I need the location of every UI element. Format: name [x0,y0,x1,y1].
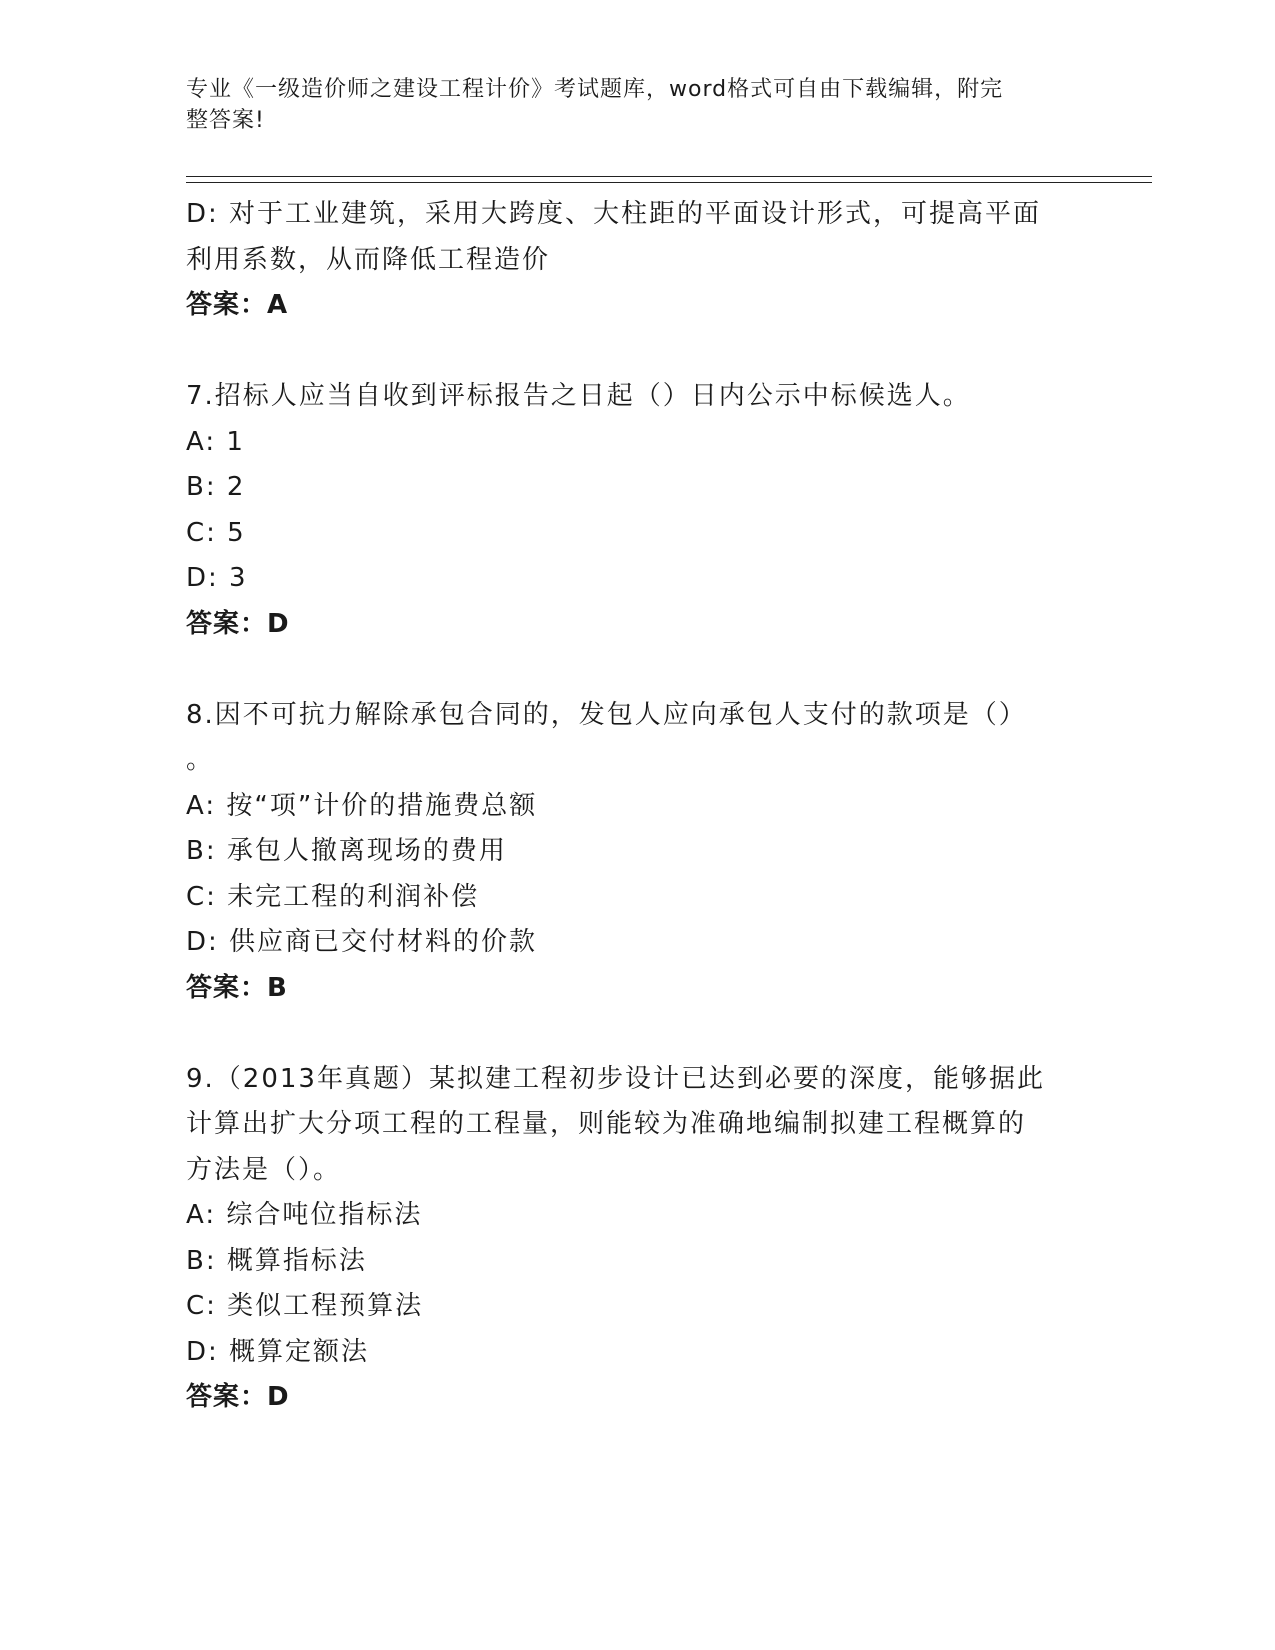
question-7 [186,374,1086,647]
option-b: B: 概算指标法 [186,1245,367,1276]
answer-line: 答案：D [186,608,290,639]
option-a: A: 按“项”计价的措施费总额 [186,790,538,821]
option-b: B: 2 [186,472,246,502]
header-line-1: 专业《一级造价师之建设工程计价》考试题库，word格式可自由下载编辑，附完 [186,77,1004,102]
option-c: C: 5 [186,517,246,548]
option-d: D: 3 [186,563,248,593]
question-9 [186,1057,1086,1421]
question-6-tail [186,192,1086,329]
option-a: A: 综合吨位指标法 [186,1200,423,1230]
option-d: D: 供应商已交付材料的价款 [186,927,538,957]
header-divider-bottom [186,182,1152,183]
question-stem: 8.因不可抗力解除承包合同的，发包人应向承包人支付的款项是（） [186,699,1027,730]
question-stem-continued: 方法是（）。 [186,1154,342,1185]
question-stem: 9.（2013年真题）某拟建工程初步设计已达到必要的深度，能够据此 [186,1063,1045,1094]
question-list [186,192,1086,1421]
option-d-continued: 利用系数，从而降低工程造价 [186,244,551,275]
question-stem-continued: 。 [186,745,215,775]
header-line-2: 整答案! [186,108,265,133]
option-c: C: 未完工程的利润补偿 [186,881,480,912]
answer-line: 答案：D [186,1382,290,1412]
answer-line: 答案：B [186,972,288,1003]
question-stem: 7.招标人应当自收到评标报告之日起（）日内公示中标候选人。 [186,381,971,411]
question-stem-continued: 计算出扩大分项工程的工程量，则能较为准确地编制拟建工程概算的 [186,1109,1027,1139]
header-divider-top [186,176,1152,177]
option-d: D: 概算定额法 [186,1336,370,1367]
answer-line: 答案：A [186,290,289,320]
option-d: D: 对于工业建筑，采用大跨度、大柱距的平面设计形式，可提高平面 [186,199,1042,229]
document-header [186,74,1066,136]
option-c: C: 类似工程预算法 [186,1291,424,1321]
option-a: A: 1 [186,426,245,457]
question-8 [186,693,1086,1012]
option-b: B: 承包人撤离现场的费用 [186,836,507,866]
